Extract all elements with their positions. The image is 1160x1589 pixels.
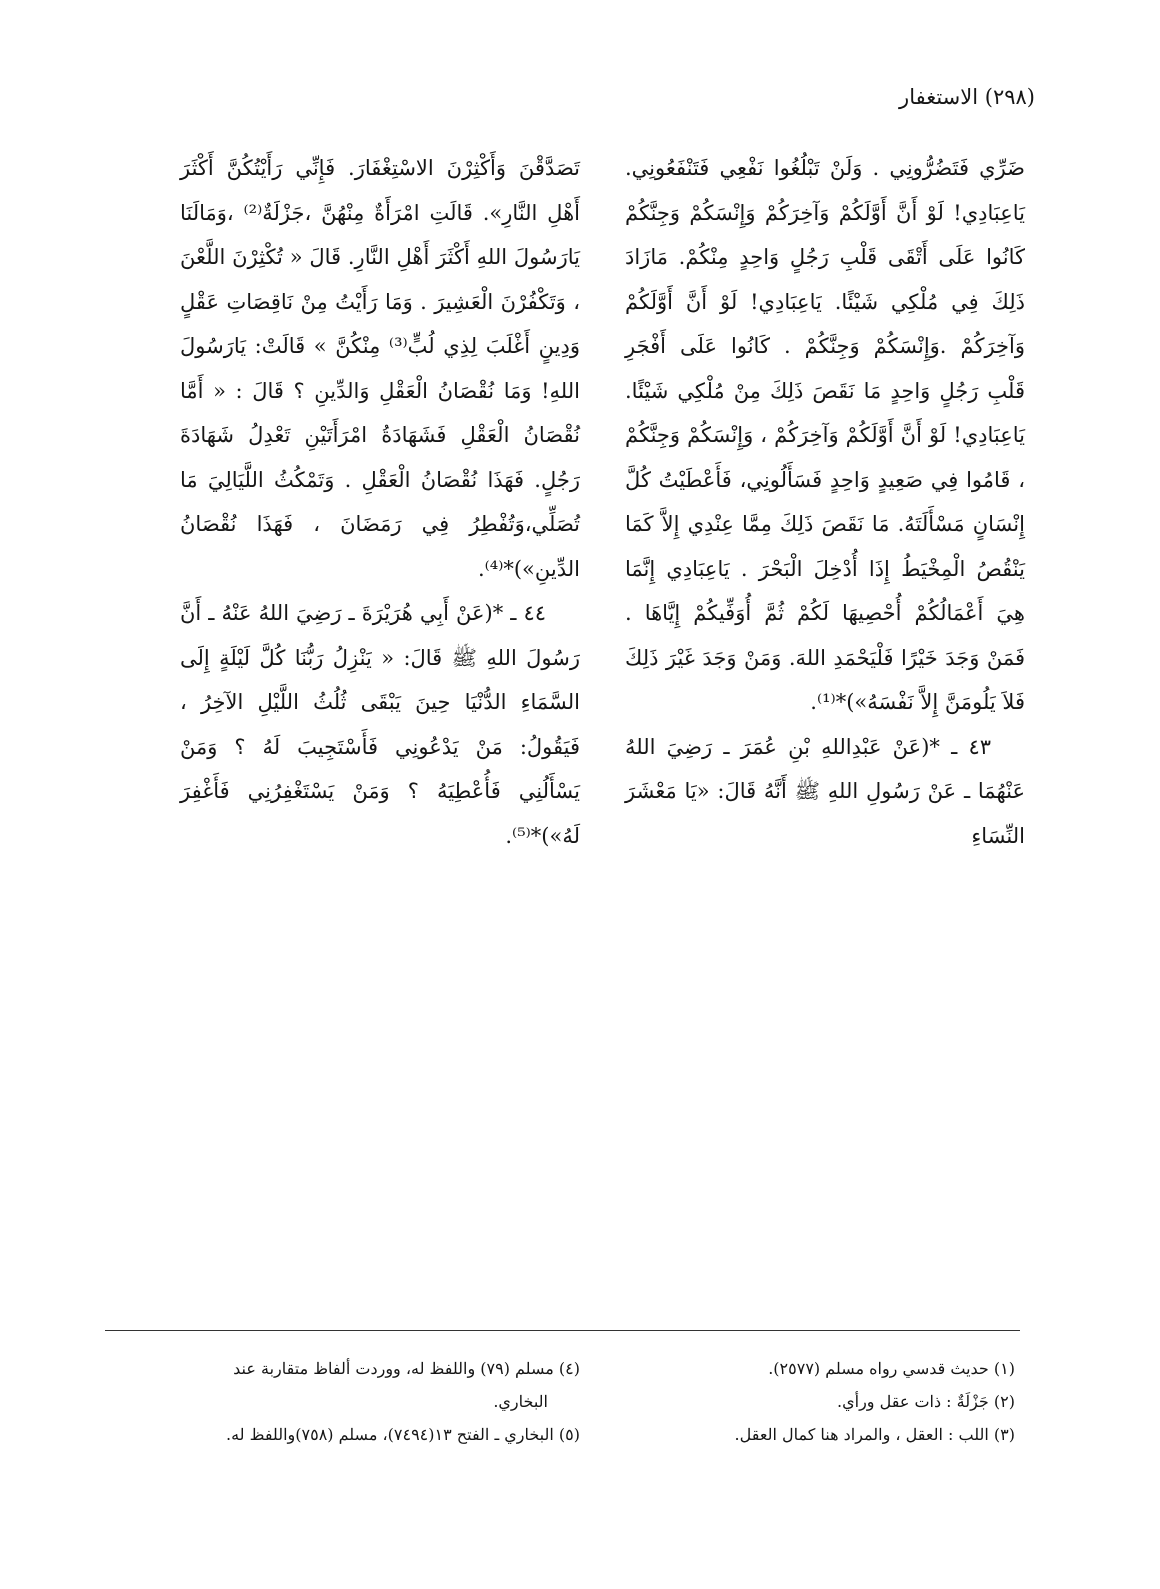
footnote-4-continuation: البخاري. xyxy=(493,1392,548,1411)
footnote-3: (٣) اللب : العقل ، والمراد هنا كمال العقل. xyxy=(734,1425,1015,1444)
footnote-divider xyxy=(105,1330,1020,1331)
right-text-column xyxy=(625,146,1025,858)
footnote-5: (٥) البخاري ـ الفتح ١٣(٧٤٩٤)، مسلم (٧٥٨)واللفظ له. xyxy=(226,1425,580,1444)
hadith-43-continuation: تَصَدَّقْنَ وَأَكْثِرْنَ الاسْتِغْفَارَ. فَإِنِّي رَأَيْتُكُنَّ أَكْثَرَ أَهْلِ النَّارِ». قَالَتِ امْرَأَةٌ مِنْهُنَّ ،جَزْلَةٌ⁽²⁾ ،وَمَالَنَا يَارَسُولَ اللهِ أَكْثَرَ أَهْلِ النَّارِ. قَالَ « تُكْثِرْنَ اللَّعْنَ ، وَتَكْفُرْنَ الْعَشِيرَ . وَمَا رَأَيْتُ مِنْ نَاقِصَاتِ عَقْلٍ وَدِينٍ أَغْلَبَ لِذِي لُبٍّ⁽³⁾ مِنْكُنَّ » قَالَتْ: يَارَسُولَ اللهِ! وَمَا نُقْصَانُ الْعَقْلِ وَالدِّينِ ؟ قَالَ : « أَمَّا نُقْصَانُ الْعَقْلِ فَشَهَادَةُ امْرَأَتَيْنِ تَعْدِلُ شَهَادَةَ رَجُلٍ. فَهَذَا نُقْصَانُ الْعَقْلِ . وَتَمْكُثُ اللَّيَالِيَ مَا تُصَلِّي،وَتُفْطِرُ فِي رَمَضَانَ ، فَهَذَا نُقْصَانُ الدِّينِ»)*⁽⁴⁾. xyxy=(180,156,580,581)
footnote-1: (١) حديث قدسي رواه مسلم (٢٥٧٧). xyxy=(768,1359,1015,1378)
footnote-4: (٤) مسلم (٧٩) واللفظ له، ووردت ألفاظ متقاربة عند xyxy=(233,1359,580,1378)
footnotes-right-column xyxy=(615,1352,1015,1451)
hadith-43-start: ٤٣ ـ *(عَنْ عَبْدِاللهِ بْنِ عُمَرَ ـ رَضِيَ اللهُ عَنْهُمَا ـ عَنْ رَسُولِ اللهِ ﷺ أَنَّهُ قَالَ: «يَا مَعْشَرَ النِّسَاءِ xyxy=(625,734,1025,848)
footnote-2: (٢) جَزْلَةٌ : ذات عقل ورأي. xyxy=(837,1392,1015,1411)
hadith-44: ٤٤ ـ *(عَنْ أَبِي هُرَيْرَةَ ـ رَضِيَ اللهُ عَنْهُ ـ أَنَّ رَسُولَ اللهِ ﷺ قَالَ: « يَنْزِلُ رَبُّنَا كُلَّ لَيْلَةٍ إِلَى السَّمَاءِ الدُّنْيَا حِينَ يَبْقَى ثُلُثُ اللَّيْلِ الآخِرُ ، فَيَقُولُ: مَنْ يَدْعُونِي فَأَسْتَجِيبَ لَهُ ؟ وَمَنْ يَسْأَلُنِي فَأُعْطِيَهُ ؟ وَمَنْ يَسْتَغْفِرُنِي فَأَغْفِرَ لَهُ»)*⁽⁵⁾. xyxy=(180,601,580,848)
footnotes-left-column xyxy=(180,1352,580,1451)
left-text-column xyxy=(180,146,580,858)
hadith-42-continuation: ضَرِّي فَتَضُرُّونِي . وَلَنْ تَبْلُغُوا نَفْعِي فَتَنْفَعُونِي. يَاعِبَادِي! لَوْ أَنَّ أَوَّلَكُمْ وَآخِرَكُمْ وَإِنْسَكُمْ وَجِنَّكُمْ كَانُوا عَلَى أَتْقَى قَلْبِ رَجُلٍ وَاحِدٍ مِنْكُمْ. مَازَادَ ذَلِكَ فِي مُلْكِي شَيْئًا. يَاعِبَادِي! لَوْ أَنَّ أَوَّلَكُمْ وَآخِرَكُمْ .وَإِنْسَكُمْ وَجِنَّكُمْ . كَانُوا عَلَى أَفْجَرِ قَلْبِ رَجُلٍ وَاحِدٍ مَا نَقَصَ ذَلِكَ مِنْ مُلْكِي شَيْئًا. يَاعِبَادِي! لَوْ أَنَّ أَوَّلَكُمْ وَآخِرَكُمْ ، وَإِنْسَكُمْ وَجِنَّكُمْ ، قَامُوا فِي صَعِيدٍ وَاحِدٍ فَسَأَلُونِي، فَأَعْطَيْتُ كُلَّ إِنْسَانٍ مَسْأَلَتَهُ. مَا نَقَصَ ذَلِكَ مِمَّا عِنْدِي إِلاَّ كَمَا يَنْقُصُ الْمِخْيَطُ إِذَا أُدْخِلَ الْبَحْرَ . يَاعِبَادِي إِنَّمَا هِيَ أَعْمَالُكُمْ أُحْصِيهَا لَكُمْ ثُمَّ أُوَفِّيكُمْ إِيَّاهَا . فَمَنْ وَجَدَ خَيْرًا فَلْيَحْمَدِ اللهَ. وَمَنْ وَجَدَ غَيْرَ ذَلِكَ فَلاَ يَلُومَنَّ إِلاَّ نَفْسَهُ»)*⁽¹⁾. xyxy=(625,156,1025,714)
page-header: (٢٩٨) الاستغفار xyxy=(899,85,1035,109)
